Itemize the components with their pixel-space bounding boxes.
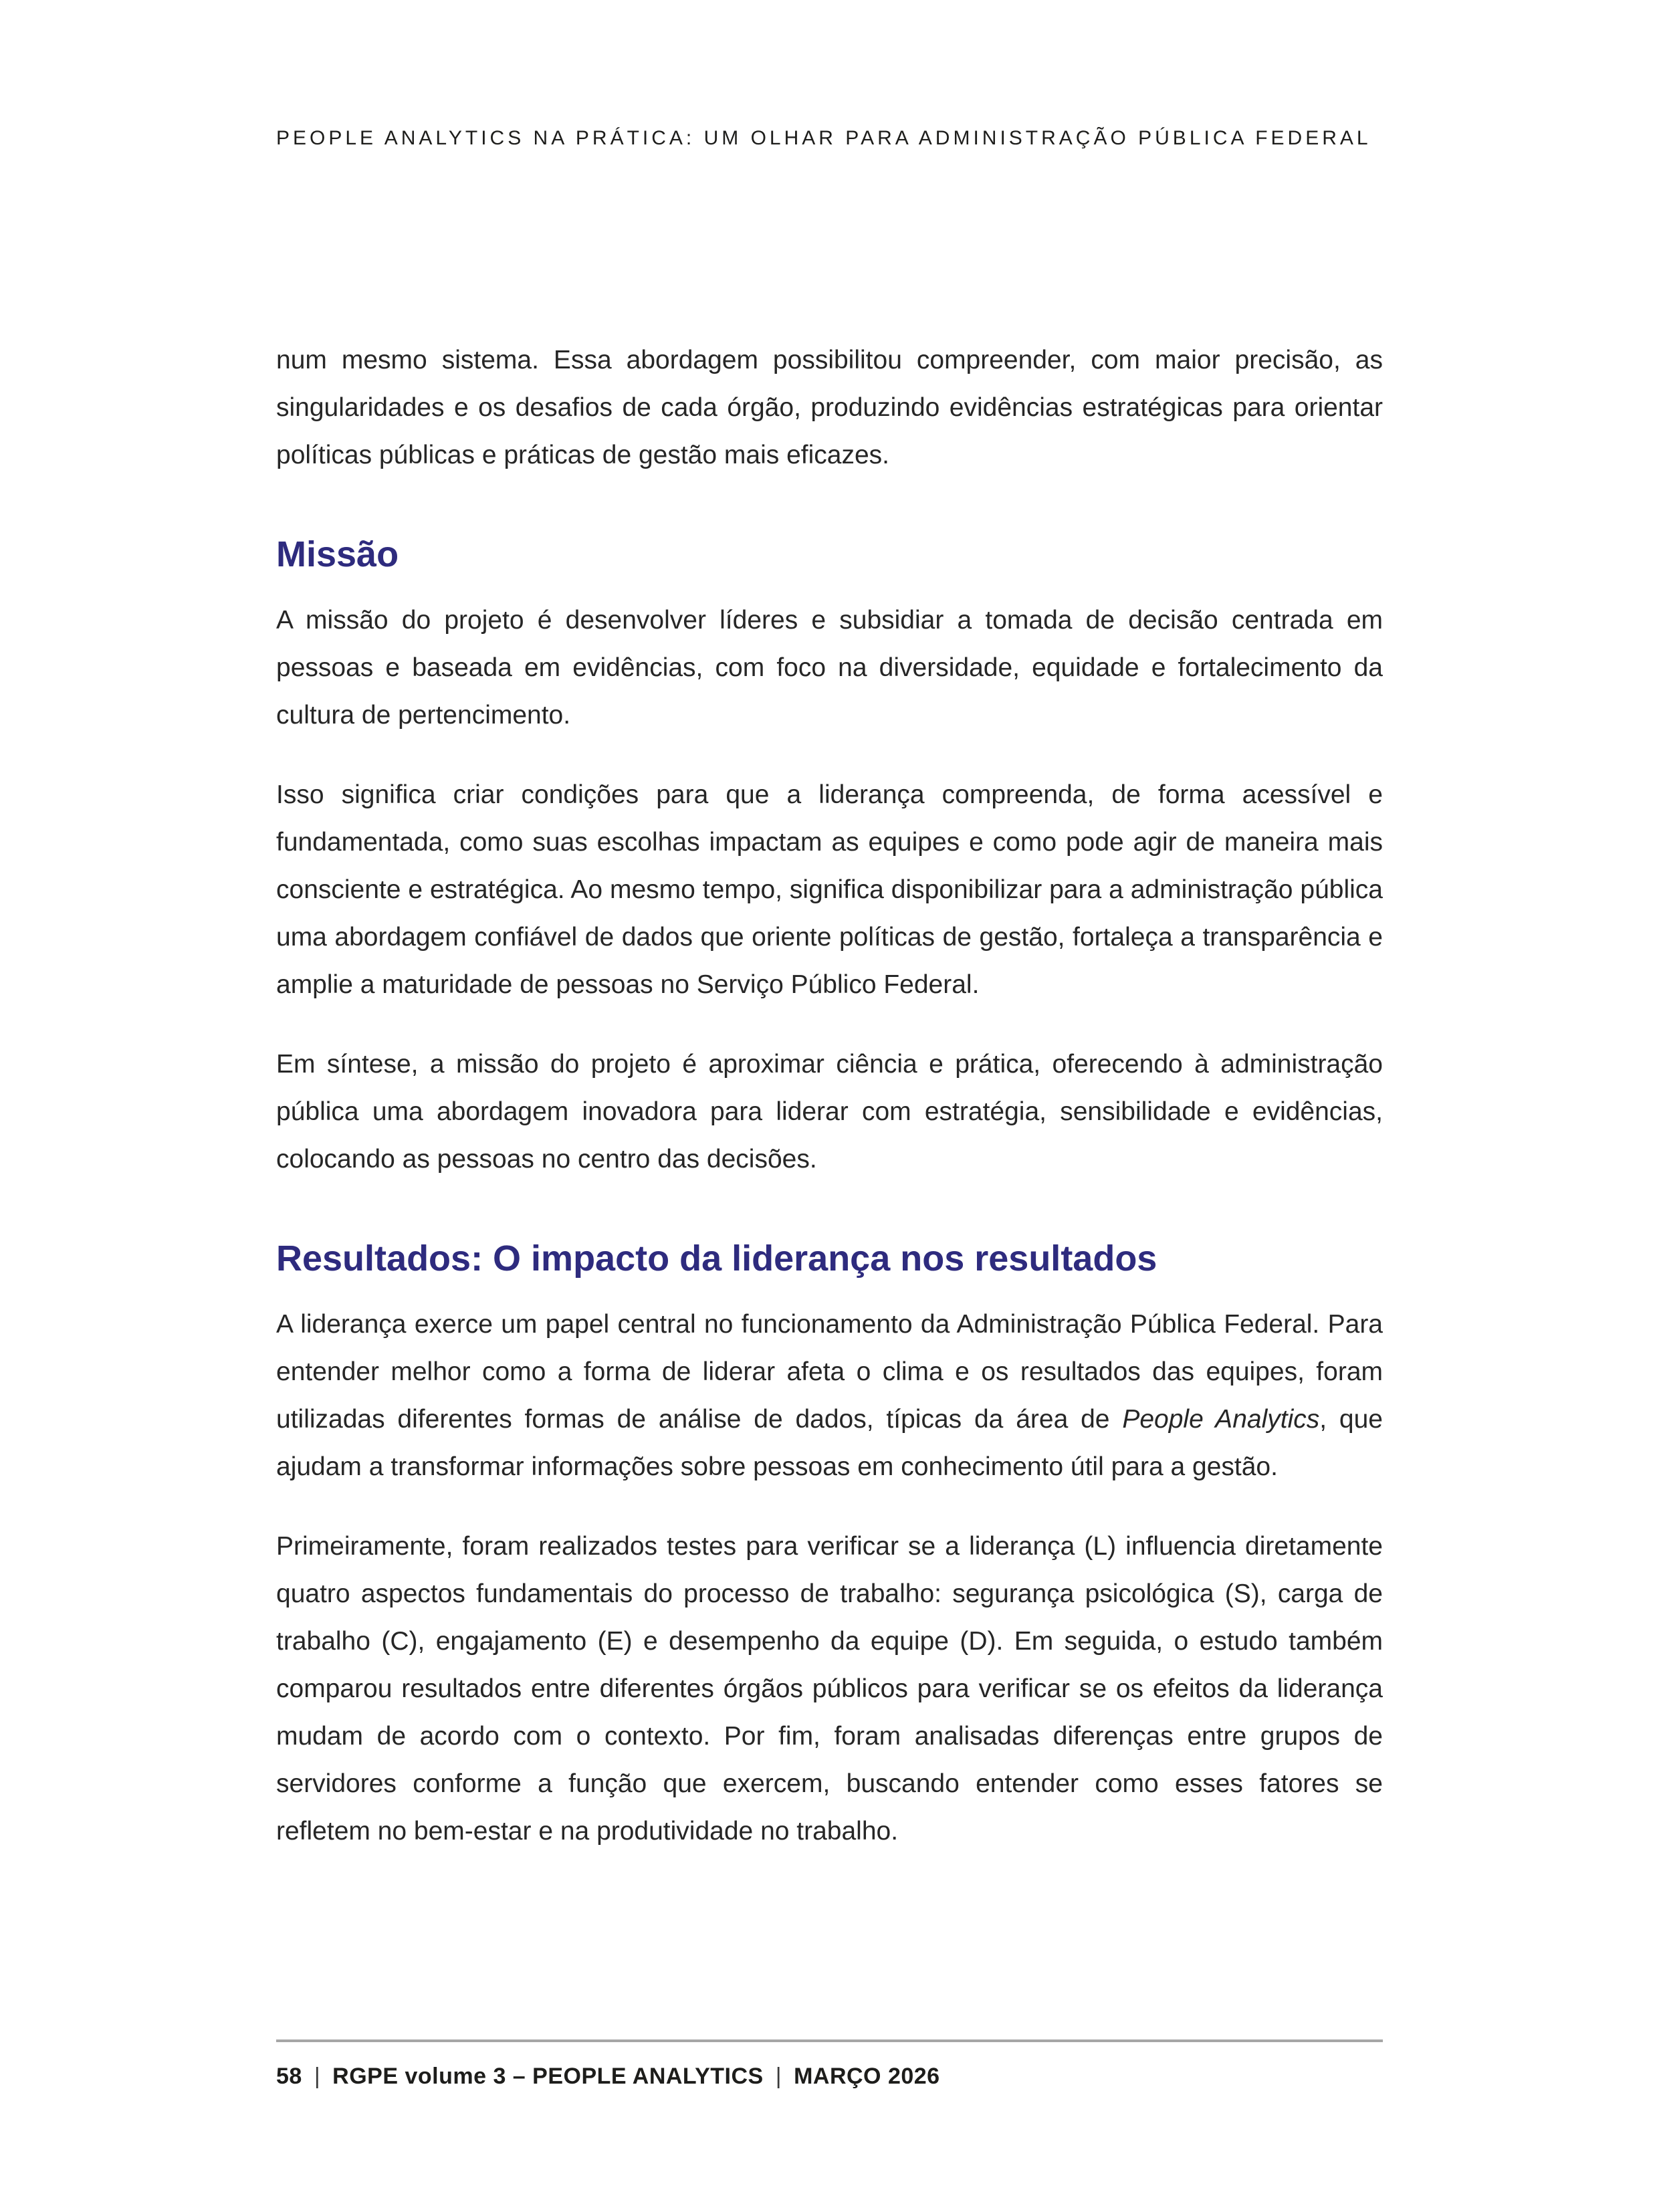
section-heading-resultados: Resultados: O impacto da liderança nos resultados: [276, 1238, 1157, 1279]
people-analytics-italic-term: People Analytics: [1122, 1405, 1320, 1434]
footer-rule: [276, 2039, 1383, 2042]
missao-paragraph-3: Em síntese, a missão do projeto é aproximar ciência e prática, oferecendo à administração pública uma abordagem inovadora para liderar com estratégia, sensibilidade e evidências, colocando as pessoas no centro das decisões.: [276, 1050, 1383, 1174]
resultados-paragraph-2: Primeiramente, foram realizados testes para verificar se a liderança (L) influencia diretamente quatro aspectos fundamentais do processo de trabalho: segurança psicológica (S), carga de trabalho (C), engajamento (E) e desempenho da equipe (D). Em seguida, o estudo também comparou resultados entre diferentes órgãos públicos para verificar se os efeitos da liderança mudam de acordo com o contexto. Por fim, foram analisadas diferenças entre grupos de servidores conforme a função que exercem, buscando entender como esses fatores se refletem no bem-estar e na produtividade no trabalho.: [276, 1532, 1383, 1846]
footer-text: [276, 2064, 1383, 2090]
running-header-title: PEOPLE ANALYTICS NA PRÁTICA: UM OLHAR PARA ADMINISTRAÇÃO PÚBLICA FEDERAL: [276, 127, 1371, 149]
main-content: [276, 336, 1383, 1887]
resultados-paragraph-1: [276, 1301, 1383, 1490]
footer-separator: |: [775, 2064, 782, 2089]
page-footer: [276, 2039, 1383, 2090]
resultados-paragraph-1-after: , que ajudam a transformar informações sobre pessoas em conhecimento útil para a gestão.: [276, 1405, 1384, 1481]
publication-date: MARÇO 2026: [794, 2064, 940, 2089]
intro-paragraph: num mesmo sistema. Essa abordagem possibilitou compreender, com maior precisão, as singularidades e os desafios de cada órgão, produzindo evidências estratégicas para orientar políticas públicas e práticas de gestão mais eficazes.: [276, 346, 1383, 469]
resultados-paragraph-1-before: A liderança exerce um papel central no funcionamento da Administração Pública Federal. Para entender melhor como a forma de liderar afeta o clima e os resultados das equipes, foram utilizadas diferentes formas de análise de dados, típicas da área de: [276, 1310, 1383, 1434]
publication-name: RGPE volume 3 – PEOPLE ANALYTICS: [332, 2064, 764, 2089]
section-heading-missao: Missão: [276, 534, 399, 574]
footer-separator: |: [314, 2064, 321, 2089]
missao-paragraph-2: Isso significa criar condições para que a liderança compreenda, de forma acessível e fundamentada, como suas escolhas impactam as equipes e como pode agir de maneira mais consciente e estratégica. Ao mesmo tempo, significa disponibilizar para a administração pública uma abordagem confiável de dados que oriente políticas de gestão, fortaleça a transparência e amplie a maturidade de pessoas no Serviço Público Federal.: [276, 780, 1383, 999]
running-header: [276, 127, 1383, 150]
missao-paragraph-1: A missão do projeto é desenvolver líderes e subsidiar a tomada de decisão centrada em pessoas e baseada em evidências, com foco na diversidade, equidade e fortalecimento da cultura de pertencimento.: [276, 606, 1383, 730]
page-number: 58: [276, 2064, 302, 2089]
